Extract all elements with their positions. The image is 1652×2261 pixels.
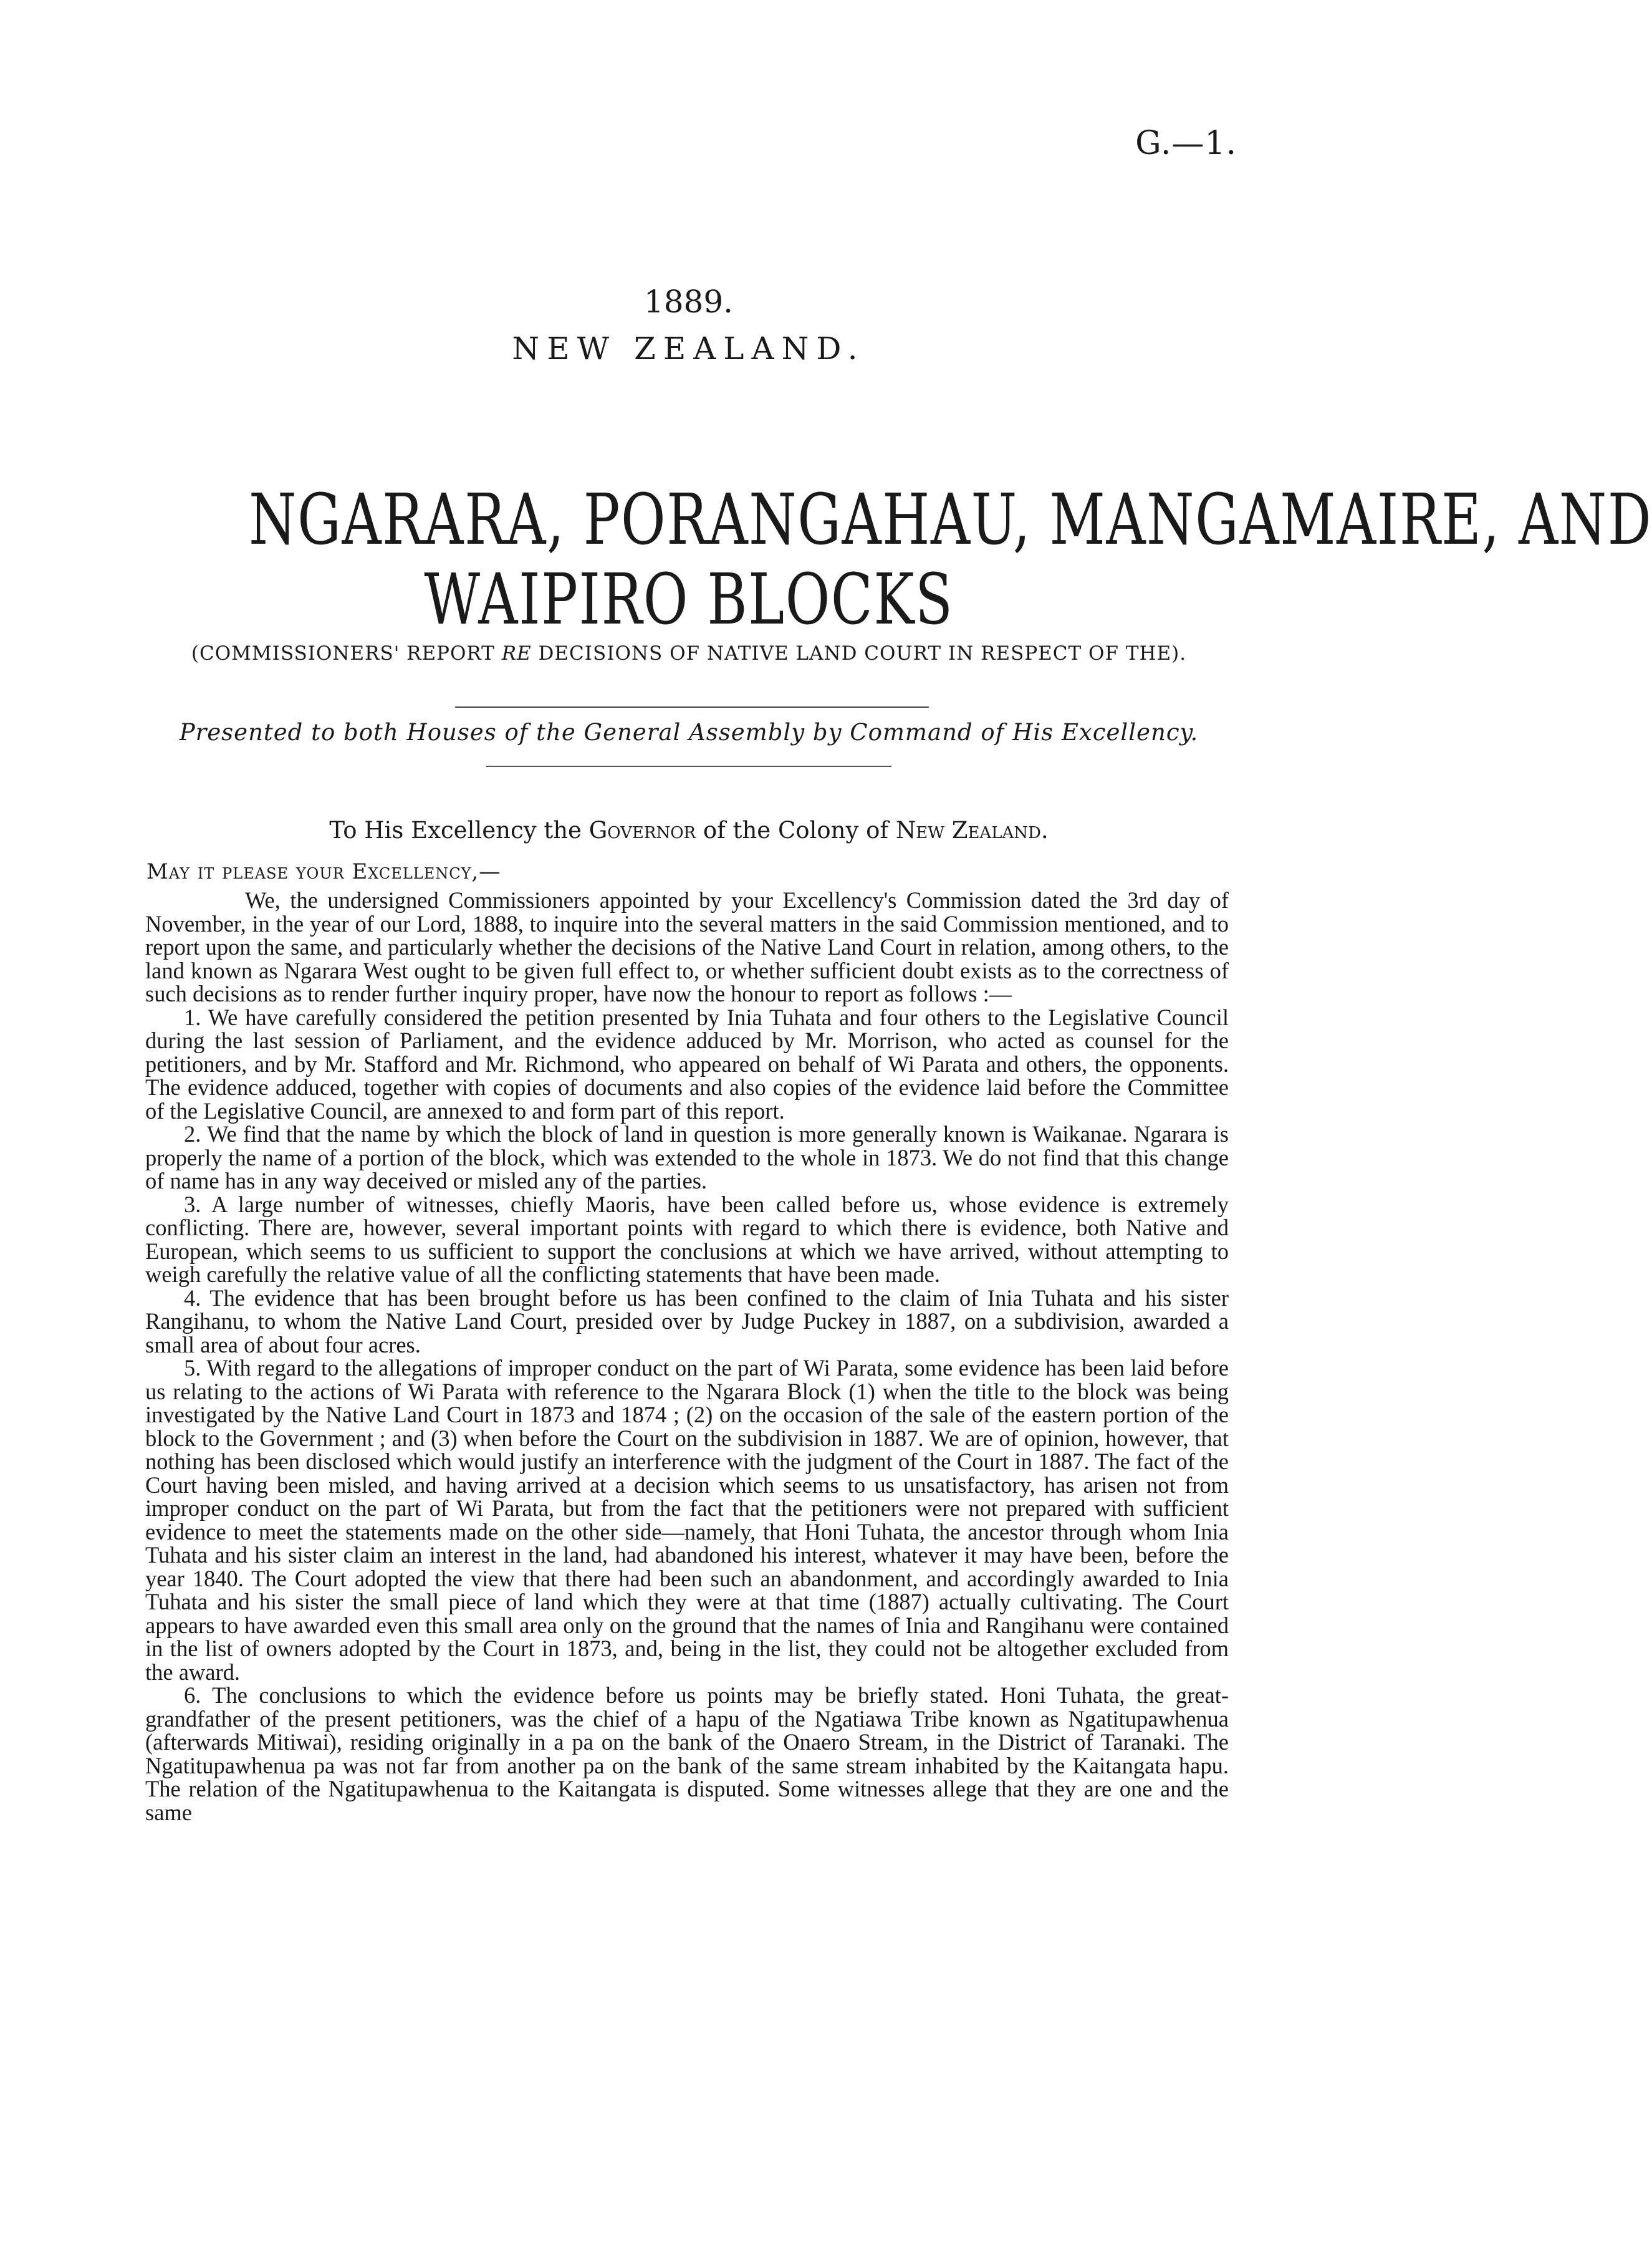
title-line-2: WAIPIRO BLOCKS <box>424 559 954 640</box>
address-part-2: of the Colony of <box>696 817 896 844</box>
address-governor: Governor <box>588 817 696 844</box>
country-heading: NEW ZEALAND. <box>512 330 865 367</box>
paragraph-2: 2. We find that the name by which the block of land in question is more generally known is Waikanae. Ngarara is properly the name of a portion of the block, which was extended to the whole in 1873. We do not find that this change of name has in any way deceived or misled any of the parties. <box>145 1121 1229 1193</box>
address-part-1: To His Excellency the <box>329 817 589 844</box>
subtitle <box>156 642 1222 665</box>
paragraph-6: 6. The conclusions to which the evidence before us points may be briefly stated. Honi Tuhata, the great-grandfather of the present petitioners, was the chief of a hapu of the Ngatiawa Tribe known as Ngatitupawhenua (afterwards Mitiwai), residing originally in a pa on the bank of the Onaero Stream, in the District of Taranaki. The Ngatitupawhenua pa was not far from another pa on the bank of the same stream inhabited by the Kaitangata hapu. The relation of the Ngatitupawhenua to the Kaitangata is disputed. Some witnesses allege that they are one and the same <box>145 1682 1229 1825</box>
divider-bottom <box>486 766 891 767</box>
address-colony: New Zealand <box>895 817 1041 844</box>
paragraph-intro: We, the undersigned Commissioners appointed by your Excellency's Commission dated the 3rd day of November, in the year of our Lord, 1888, to inquire into the several matters in the said Commission mentioned, and to report upon the same, and particularly whether the decisions of the Native Land Court in relation, among others, to the land known as Ngarara West ought to be given full effect to, or whether sufficient doubt exists as to the correctness of such decisions as to render further inquiry proper, have now the honour to report as follows :— <box>145 887 1229 1006</box>
document-year: 1889. <box>643 284 734 320</box>
subtitle-part-1: (COMMISSIONERS' REPORT <box>191 642 502 665</box>
title-line-1: NGARARA, PORANGAHAU, MANGAMAIRE, AND <box>249 480 1652 561</box>
presented-note: Presented to both Houses of the General Assembly by Command of His Excellency. <box>179 719 1199 746</box>
divider-top <box>455 706 929 708</box>
paragraph-5: 5. With regard to the allegations of improper conduct on the part of Wi Parata, some evidence has been laid before us relating to the actions of Wi Parata with reference to the Ngarara Block (1) when the title to the block was being investigated by the Native Land Court in 1873 and 1874 ; (2) on the occasion of the sale of the eastern portion of the block to the Government ; and (3) when before the Court on the subdivision in 1887. We are of opinion, however, that nothing has been disclosed which would justify an interference with the judgment of the Court in 1887. The fact of the Court having been misled, and having arrived at a decision which seems to us unsatisfactory, has arisen not from improper conduct on the part of Wi Parata, but from the fact that the petitioners were not prepared with sufficient evidence to meet the statements made on the other side—namely, that Honi Tuhata, the ancestor through whom Inia Tuhata and his sister claim an interest in the land, had abandoned his interest, whatever it may have been, before the year 1840. The Court adopted the view that there had been such an abandonment, and accordingly awarded to Inia Tuhata and his sister the small piece of land which they were at that time (1887) actually cultivating. The Court appears to have awarded even this small area only on the ground that the names of Inia and Rangihanu were contained in the list of owners adopted by the Court in 1873, and, being in the list, they could not be altogether excluded from the award. <box>145 1355 1229 1685</box>
report-body <box>145 889 1229 1824</box>
subtitle-re: RE <box>501 642 532 665</box>
page-reference: G.—1. <box>1135 125 1237 162</box>
address-part-3: . <box>1040 817 1049 844</box>
subtitle-part-2: DECISIONS OF NATIVE LAND COURT IN RESPECT OF THE). <box>531 642 1187 665</box>
paragraph-1: 1. We have carefully considered the petition presented by Inia Tuhata and four others to the Legislative Council during the last session of Parliament, and the evidence adduced by Mr. Morrison, who acted as counsel for the petitioners, and by Mr. Stafford and Mr. Richmond, who appeared on behalf of Wi Parata and others, the opponents. The evidence adduced, together with copies of documents and also copies of the evidence laid before the Committee of the Legislative Council, are annexed to and form part of this report. <box>145 1004 1229 1124</box>
salutation: May it please your Excellency,— <box>146 859 501 884</box>
page-title <box>249 480 1652 640</box>
address-line <box>125 817 1253 844</box>
paragraph-4: 4. The evidence that has been brought before us has been confined to the claim of Inia Tuhata and his sister Rangihanu, to whom the Native Land Court, presided over by Judge Puckey in 1887, on a subdivision, awarded a small area of about four acres. <box>145 1285 1229 1357</box>
paragraph-3: 3. A large number of witnesses, chiefly Maoris, have been called before us, whose evidence is extremely conflicting. There are, however, several important points with regard to which there is evidence, both Native and European, which seems to us sufficient to support the conclusions at which we have arrived, without attempting to weigh carefully the relative value of all the conflicting statements that have been made. <box>145 1191 1229 1287</box>
